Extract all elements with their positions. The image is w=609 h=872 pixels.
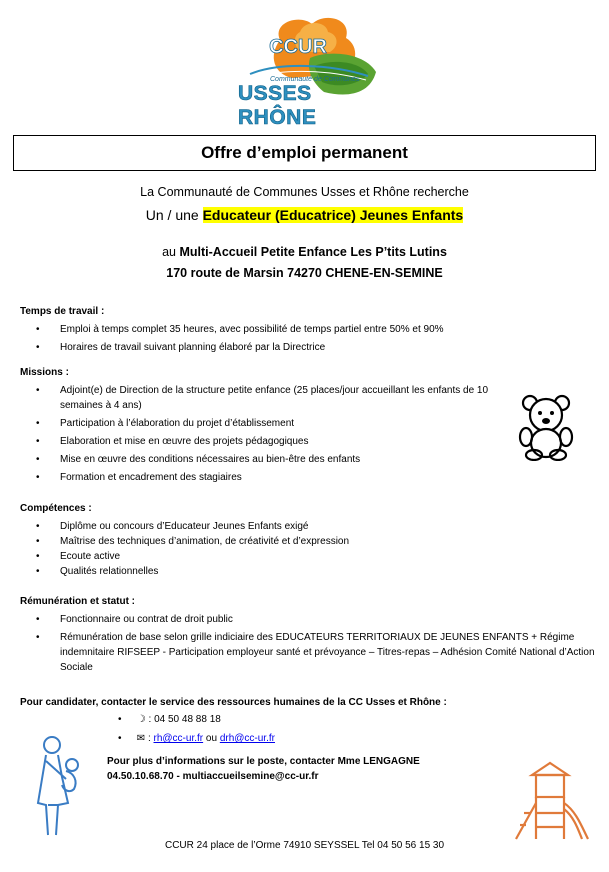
list-missions [36, 383, 506, 488]
logo-ccur-text: CCUR [269, 36, 327, 58]
job-prefix: Un / une [145, 207, 203, 223]
footer-address: CCUR 24 place de l’Orme 74910 SEYSSEL Tel 04 50 56 15 30 [164, 840, 445, 851]
list-item: • Horaires de travail suivant planning élaboré par la Directrice [36, 340, 506, 355]
mail-row: • ✉ : rh@cc-ur.fr ou drh@cc-ur.fr [118, 733, 275, 744]
more-info-text: Pour plus d’informations sur le poste, contacter Mme LENGAGNE [107, 756, 420, 767]
page-title: Offre d’emploi permanent [13, 135, 596, 171]
list-item: • Qualités relationnelles [36, 564, 506, 579]
job-title: Educateur (Educatrice) Jeunes Enfants [202, 207, 464, 223]
workplace-name-text: Multi-Accueil Petite Enfance Les P’tits Lutins [179, 245, 447, 259]
list-item: • Formation et encadrement des stagiaires [36, 470, 506, 485]
list-competences [36, 519, 506, 579]
more-info-contact: 04.50.10.68.70 - multiaccueilsemine@cc-ur.fr [107, 771, 319, 782]
section-title-competences: Compétences : [20, 503, 92, 514]
mother-child-icon [32, 733, 84, 837]
email-link-rh[interactable]: rh@cc-ur.fr [153, 733, 204, 744]
section-title-temps: Temps de travail : [20, 306, 105, 317]
email-separator: ou [203, 733, 220, 744]
apply-text: Pour candidater, contacter le service des ressources humaines de la CC Usses et Rhône : [20, 697, 447, 708]
playground-slide-icon [510, 757, 590, 841]
list-item: • Mise en œuvre des conditions nécessaires au bien-être des enfants [36, 452, 506, 467]
list-item: • Rémunération de base selon grille indiciaire des EDUCATEURS TERRITORIAUX DE JEUNES ENFANTS + Régime indemnitaire RIFSEEP - Participation employeur santé et prévoyance – Titres-repas – Adhésion Comité National d’Action Sociale [36, 630, 596, 675]
job-line [0, 207, 609, 223]
email-link-drh[interactable]: drh@cc-ur.fr [219, 733, 275, 744]
list-item: • Elaboration et mise en œuvre des projets pédagogiques [36, 434, 506, 449]
logo-name: USSES RHÔNE [238, 82, 317, 129]
teddy-bear-icon [518, 393, 574, 461]
phone-row: • ☽ : 04 50 48 88 18 [118, 714, 221, 725]
list-item: • Adjoint(e) de Direction de la structure petite enfance (25 places/jour accueillant les enfants de 10 semaines à 4 ans) [36, 383, 506, 413]
list-item: • Ecoute active [36, 549, 506, 564]
section-title-missions: Missions : [20, 367, 69, 378]
phone-icon: ☽ [136, 714, 146, 725]
list-item: • Participation à l’élaboration du projet d’établissement [36, 416, 506, 431]
mail-icon: ✉ [136, 733, 146, 744]
intro-text: La Communauté de Communes Usses et Rhône recherche [140, 185, 469, 199]
list-item: • Emploi à temps complet 35 heures, avec possibilité de temps partiel entre 50% et 90% [36, 322, 506, 337]
workplace-address: 170 route de Marsin 74270 CHENE-EN-SEMINE [166, 266, 443, 280]
list-item: • Fonctionnaire ou contrat de droit public [36, 612, 596, 627]
logo-subtitle: Communauté de Communes [270, 76, 360, 83]
list-remuneration [36, 612, 596, 678]
phone-number: : 04 50 48 88 18 [148, 714, 221, 725]
section-title-remuneration: Rémunération et statut : [20, 596, 136, 607]
list-item: • Diplôme ou concours d’Educateur Jeunes Enfants exigé [36, 519, 506, 534]
workplace-prefix: au [162, 245, 180, 259]
list-item: • Maîtrise des techniques d’animation, de créativité et d’expression [36, 534, 506, 549]
workplace-name [0, 245, 609, 259]
list-temps [36, 322, 506, 358]
